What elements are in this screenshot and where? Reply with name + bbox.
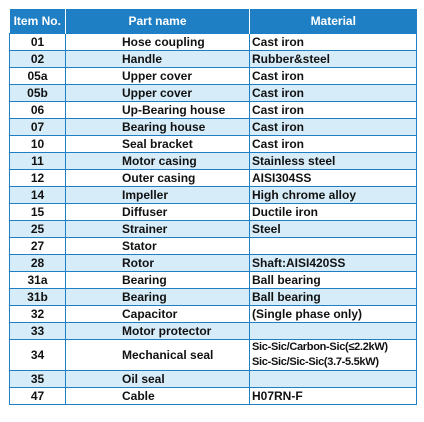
- part-name-cell: Motor protector: [66, 323, 250, 340]
- header-part-name: Part name: [66, 9, 250, 34]
- item-no-cell: 27: [10, 238, 66, 255]
- material-cell: Stainless steel: [250, 153, 417, 170]
- item-no-cell: 11: [10, 153, 66, 170]
- part-name-cell: Capacitor: [66, 306, 250, 323]
- material-cell: Steel: [250, 221, 417, 238]
- table-row: [10, 388, 417, 405]
- part-name-cell: Bearing house: [66, 119, 250, 136]
- table-row: [10, 170, 417, 187]
- part-name-cell: Bearing: [66, 289, 250, 306]
- material-cell: High chrome alloy: [250, 187, 417, 204]
- part-name-cell: Hose coupling: [66, 34, 250, 51]
- table-row: [10, 85, 417, 102]
- material-cell: [250, 323, 417, 340]
- part-name-cell: Impeller: [66, 187, 250, 204]
- table-row: [10, 204, 417, 221]
- material-cell: Cast iron: [250, 136, 417, 153]
- table-row: [10, 119, 417, 136]
- part-name-cell: Bearing: [66, 272, 250, 289]
- part-name-cell: Oil seal: [66, 371, 250, 388]
- material-cell: Ball bearing: [250, 272, 417, 289]
- material-cell: (Single phase only): [250, 306, 417, 323]
- table-row: [10, 371, 417, 388]
- parts-table: [9, 9, 417, 405]
- header-item-no: Item No.: [10, 9, 66, 34]
- item-no-cell: 02: [10, 51, 66, 68]
- table-row: [10, 68, 417, 85]
- material-cell: [250, 340, 417, 371]
- part-name-cell: Diffuser: [66, 204, 250, 221]
- table-row: [10, 272, 417, 289]
- item-no-cell: 06: [10, 102, 66, 119]
- material-line-1: Sic-Sic/Carbon-Sic(≤2.2kW): [252, 341, 388, 353]
- part-name-cell: Up-Bearing house: [66, 102, 250, 119]
- item-no-cell: 07: [10, 119, 66, 136]
- material-cell: AISI304SS: [250, 170, 417, 187]
- item-no-cell: 01: [10, 34, 66, 51]
- material-cell: Cast iron: [250, 119, 417, 136]
- parts-table-container: [9, 9, 416, 405]
- table-row: [10, 102, 417, 119]
- material-cell: Rubber&steel: [250, 51, 417, 68]
- material-cell: Cast iron: [250, 68, 417, 85]
- table-row: [10, 340, 417, 371]
- item-no-cell: 33: [10, 323, 66, 340]
- item-no-cell: 10: [10, 136, 66, 153]
- item-no-cell: 12: [10, 170, 66, 187]
- item-no-cell: 28: [10, 255, 66, 272]
- part-name-cell: Stator: [66, 238, 250, 255]
- part-name-cell: Seal bracket: [66, 136, 250, 153]
- table-row: [10, 153, 417, 170]
- header-material: Material: [250, 9, 417, 34]
- material-cell: H07RN-F: [250, 388, 417, 405]
- table-row: [10, 51, 417, 68]
- table-row: [10, 34, 417, 51]
- table-row: [10, 238, 417, 255]
- table-row: [10, 323, 417, 340]
- material-cell: Cast iron: [250, 102, 417, 119]
- part-name-cell: Motor casing: [66, 153, 250, 170]
- item-no-cell: 05a: [10, 68, 66, 85]
- table-row: [10, 289, 417, 306]
- item-no-cell: 05b: [10, 85, 66, 102]
- material-cell: Shaft:AISI420SS: [250, 255, 417, 272]
- item-no-cell: 47: [10, 388, 66, 405]
- part-name-cell: Outer casing: [66, 170, 250, 187]
- item-no-cell: 32: [10, 306, 66, 323]
- table-row: [10, 255, 417, 272]
- material-line-2: Sic-Sic/Sic-Sic(3.7-5.5kW): [252, 356, 379, 368]
- item-no-cell: 15: [10, 204, 66, 221]
- item-no-cell: 31a: [10, 272, 66, 289]
- table-row: [10, 221, 417, 238]
- item-no-cell: 31b: [10, 289, 66, 306]
- item-no-cell: 25: [10, 221, 66, 238]
- part-name-cell: Cable: [66, 388, 250, 405]
- table-row: [10, 136, 417, 153]
- part-name-cell: Upper cover: [66, 68, 250, 85]
- part-name-cell: Rotor: [66, 255, 250, 272]
- part-name-cell: Upper cover: [66, 85, 250, 102]
- part-name-cell: Handle: [66, 51, 250, 68]
- material-cell: Cast iron: [250, 85, 417, 102]
- material-cell: Cast iron: [250, 34, 417, 51]
- material-cell: [250, 238, 417, 255]
- material-cell: [250, 371, 417, 388]
- part-name-cell: Strainer: [66, 221, 250, 238]
- item-no-cell: 34: [10, 340, 66, 371]
- item-no-cell: 14: [10, 187, 66, 204]
- item-no-cell: 35: [10, 371, 66, 388]
- table-row: [10, 187, 417, 204]
- table-row: [10, 306, 417, 323]
- material-cell: Ductile iron: [250, 204, 417, 221]
- header-row: [10, 9, 417, 34]
- material-cell: Ball bearing: [250, 289, 417, 306]
- part-name-cell: Mechanical seal: [66, 340, 250, 371]
